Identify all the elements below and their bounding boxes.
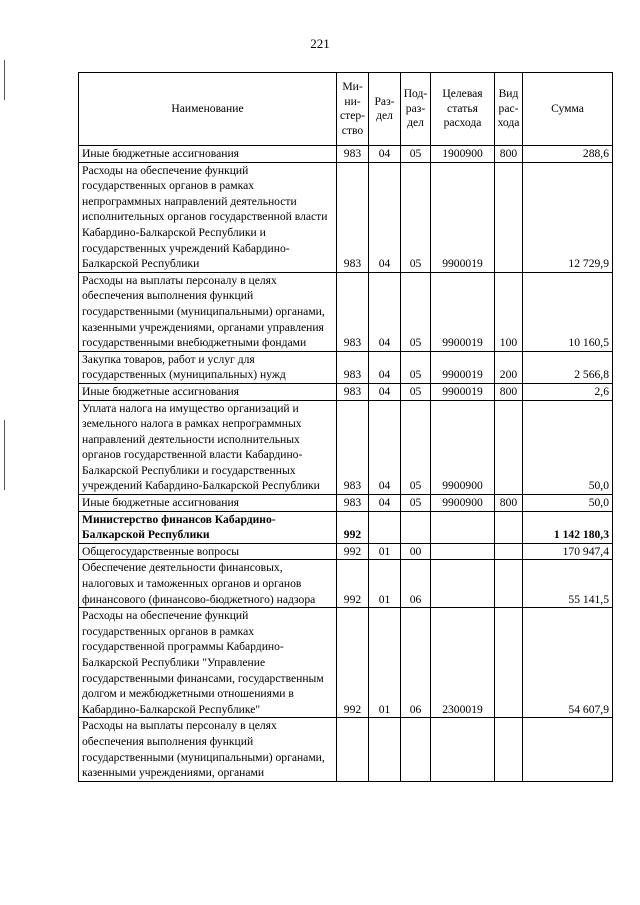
row-target xyxy=(431,543,495,560)
row-section: 04 xyxy=(369,272,401,351)
row-subsection: 05 xyxy=(401,146,431,163)
table-row xyxy=(79,272,613,351)
row-kind: 200 xyxy=(495,351,523,383)
row-name: Иные бюджетные ассигнования xyxy=(79,146,337,163)
row-name: Расходы на выплаты персоналу в целях обеспечения выполнения функций государственными (муниципальными) органами, казенными учреждениями, органами xyxy=(79,718,337,781)
row-name: Обеспечение деятельности финансовых, налоговых и таможенных органов и органов финансового (финансово-бюджетного) надзора xyxy=(79,560,337,608)
table-row xyxy=(79,608,613,718)
row-target: 9900900 xyxy=(431,495,495,512)
row-subsection: 05 xyxy=(401,162,431,272)
row-section: 04 xyxy=(369,146,401,163)
row-sum: 2,6 xyxy=(523,383,613,400)
row-sum: 50,0 xyxy=(523,400,613,495)
row-kind xyxy=(495,718,523,781)
row-sum: 288,6 xyxy=(523,146,613,163)
row-kind xyxy=(495,543,523,560)
row-subsection xyxy=(401,511,431,543)
row-sum: 55 141,5 xyxy=(523,560,613,608)
row-sum: 50,0 xyxy=(523,495,613,512)
row-kind: 800 xyxy=(495,495,523,512)
row-section: 04 xyxy=(369,383,401,400)
row-section: 04 xyxy=(369,495,401,512)
table-row xyxy=(79,383,613,400)
row-name: Иные бюджетные ассигнования xyxy=(79,383,337,400)
row-target xyxy=(431,718,495,781)
row-kind: 800 xyxy=(495,146,523,163)
row-kind: 800 xyxy=(495,383,523,400)
row-section: 01 xyxy=(369,608,401,718)
row-ministry: 983 xyxy=(337,272,369,351)
row-target: 2300019 xyxy=(431,608,495,718)
row-subsection: 05 xyxy=(401,400,431,495)
row-ministry: 983 xyxy=(337,495,369,512)
header-subsection: Под-раз-дел xyxy=(401,73,431,146)
table-header-row xyxy=(79,73,613,146)
row-sum: 1 142 180,3 xyxy=(523,511,613,543)
row-target: 9900019 xyxy=(431,383,495,400)
row-subsection: 05 xyxy=(401,351,431,383)
row-subsection: 00 xyxy=(401,543,431,560)
margin-mark xyxy=(4,60,5,100)
row-kind xyxy=(495,560,523,608)
row-sum: 54 607,9 xyxy=(523,608,613,718)
row-ministry: 992 xyxy=(337,543,369,560)
header-name: Наименование xyxy=(79,73,337,146)
row-target xyxy=(431,560,495,608)
row-ministry: 992 xyxy=(337,608,369,718)
row-sum: 12 729,9 xyxy=(523,162,613,272)
row-name: Расходы на обеспечение функций государственных органов в рамках непрограммных направлений деятельности исполнительных органов государственной власти Кабардино-Балкарской Республики и государственных учреждений Кабардино-Балкарской Республики xyxy=(79,162,337,272)
row-name: Закупка товаров, работ и услуг для государственных (муниципальных) нужд xyxy=(79,351,337,383)
row-kind xyxy=(495,511,523,543)
row-subsection xyxy=(401,718,431,781)
row-name: Иные бюджетные ассигнования xyxy=(79,495,337,512)
row-target: 9900019 xyxy=(431,351,495,383)
row-name: Министерство финансов Кабардино-Балкарской Республики xyxy=(79,511,337,543)
row-target: 1900900 xyxy=(431,146,495,163)
row-kind xyxy=(495,608,523,718)
row-ministry: 983 xyxy=(337,400,369,495)
row-ministry: 983 xyxy=(337,351,369,383)
row-sum: 2 566,8 xyxy=(523,351,613,383)
table-row xyxy=(79,543,613,560)
page-number: 221 xyxy=(310,36,330,51)
table-row xyxy=(79,511,613,543)
row-target: 9900019 xyxy=(431,162,495,272)
row-target xyxy=(431,511,495,543)
row-section: 04 xyxy=(369,162,401,272)
table-row xyxy=(79,162,613,272)
table-row xyxy=(79,560,613,608)
row-subsection: 05 xyxy=(401,495,431,512)
row-sum: 10 160,5 xyxy=(523,272,613,351)
table-row xyxy=(79,351,613,383)
row-target: 9900019 xyxy=(431,272,495,351)
row-ministry: 983 xyxy=(337,146,369,163)
budget-table xyxy=(78,72,613,782)
row-subsection: 05 xyxy=(401,383,431,400)
row-kind xyxy=(495,400,523,495)
row-ministry: 983 xyxy=(337,162,369,272)
row-ministry: 983 xyxy=(337,383,369,400)
table-row xyxy=(79,495,613,512)
row-subsection: 05 xyxy=(401,272,431,351)
row-section xyxy=(369,718,401,781)
row-kind: 100 xyxy=(495,272,523,351)
row-subsection: 06 xyxy=(401,560,431,608)
row-ministry: 992 xyxy=(337,511,369,543)
header-section: Раз-дел xyxy=(369,73,401,146)
row-name: Общегосударственные вопросы xyxy=(79,543,337,560)
table-row xyxy=(79,400,613,495)
header-target: Целевая статья расхода xyxy=(431,73,495,146)
row-ministry: 992 xyxy=(337,560,369,608)
table-row xyxy=(79,146,613,163)
row-section: 04 xyxy=(369,400,401,495)
row-section: 04 xyxy=(369,351,401,383)
header-ministry: Ми-ни-стер-ство xyxy=(337,73,369,146)
row-ministry xyxy=(337,718,369,781)
row-section: 01 xyxy=(369,543,401,560)
row-name: Расходы на обеспечение функций государственных органов в рамках государственной программы Кабардино-Балкарской Республики "Управление государственными финансами, государственным долгом и межбюджетными отношениями в Кабардино-Балкарской Республике" xyxy=(79,608,337,718)
row-section xyxy=(369,511,401,543)
row-sum: 170 947,4 xyxy=(523,543,613,560)
margin-mark xyxy=(4,420,5,490)
header-kind: Вид рас-хода xyxy=(495,73,523,146)
row-subsection: 06 xyxy=(401,608,431,718)
row-sum xyxy=(523,718,613,781)
row-name: Расходы на выплаты персоналу в целях обеспечения выполнения функций государственными (муниципальными) органами, казенными учреждениями, органами управления государственными внебюджетными фондами xyxy=(79,272,337,351)
header-sum: Сумма xyxy=(523,73,613,146)
row-target: 9900900 xyxy=(431,400,495,495)
row-kind xyxy=(495,162,523,272)
row-name: Уплата налога на имущество организаций и земельного налога в рамках непрограммных направлений деятельности исполнительных органов государственной власти Кабардино-Балкарской Республики и государственных учреждений Кабардино-Балкарской Республики xyxy=(79,400,337,495)
table-row xyxy=(79,718,613,781)
row-section: 01 xyxy=(369,560,401,608)
